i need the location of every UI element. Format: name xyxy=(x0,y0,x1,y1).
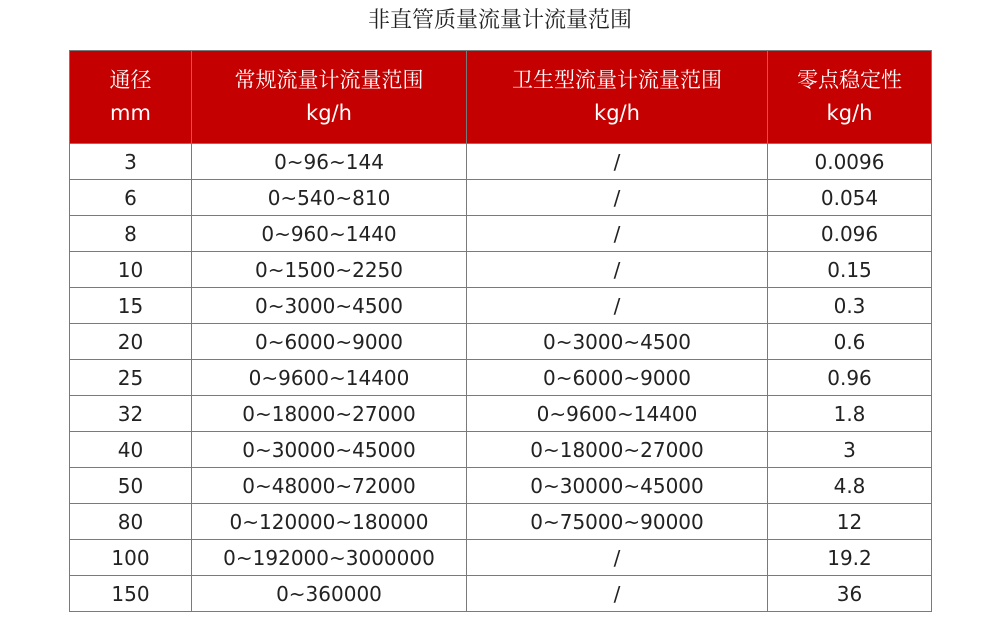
cell-sanitary-range: 0~30000~45000 xyxy=(467,468,768,504)
cell-zero-stability: 0.15 xyxy=(768,252,932,288)
cell-zero-stability: 0.0096 xyxy=(768,144,932,180)
cell-diameter: 32 xyxy=(70,396,192,432)
table-row xyxy=(70,396,932,432)
header-diameter-unit: mm xyxy=(110,101,151,125)
table-row xyxy=(70,468,932,504)
cell-zero-stability: 1.8 xyxy=(768,396,932,432)
cell-diameter: 6 xyxy=(70,180,192,216)
cell-standard-range: 0~960~1440 xyxy=(192,216,467,252)
cell-zero-stability: 19.2 xyxy=(768,540,932,576)
header-standard-range-unit: kg/h xyxy=(306,101,352,125)
cell-standard-range: 0~30000~45000 xyxy=(192,432,467,468)
cell-diameter: 100 xyxy=(70,540,192,576)
cell-sanitary-range: / xyxy=(467,144,768,180)
header-standard-range-name: 常规流量计流量范围 xyxy=(234,68,424,92)
cell-zero-stability: 0.096 xyxy=(768,216,932,252)
cell-standard-range: 0~18000~27000 xyxy=(192,396,467,432)
table-row xyxy=(70,288,932,324)
cell-zero-stability: 0.96 xyxy=(768,360,932,396)
header-sanitary-range-name: 卫生型流量计流量范围 xyxy=(512,68,722,92)
cell-zero-stability: 3 xyxy=(768,432,932,468)
header-zero-stability xyxy=(768,51,932,144)
cell-diameter: 15 xyxy=(70,288,192,324)
cell-diameter: 20 xyxy=(70,324,192,360)
table-row xyxy=(70,540,932,576)
table-row xyxy=(70,432,932,468)
cell-zero-stability: 0.3 xyxy=(768,288,932,324)
cell-sanitary-range: 0~3000~4500 xyxy=(467,324,768,360)
table-row xyxy=(70,504,932,540)
table-row xyxy=(70,576,932,612)
cell-sanitary-range: / xyxy=(467,180,768,216)
cell-sanitary-range: 0~75000~90000 xyxy=(467,504,768,540)
cell-standard-range: 0~9600~14400 xyxy=(192,360,467,396)
cell-sanitary-range: / xyxy=(467,576,768,612)
cell-standard-range: 0~192000~3000000 xyxy=(192,540,467,576)
cell-sanitary-range: 0~9600~14400 xyxy=(467,396,768,432)
cell-standard-range: 0~1500~2250 xyxy=(192,252,467,288)
cell-sanitary-range: 0~6000~9000 xyxy=(467,360,768,396)
cell-standard-range: 0~48000~72000 xyxy=(192,468,467,504)
header-diameter-name: 通径 xyxy=(109,68,152,92)
flow-range-table xyxy=(69,50,932,612)
cell-zero-stability: 36 xyxy=(768,576,932,612)
table-row xyxy=(70,216,932,252)
cell-standard-range: 0~120000~180000 xyxy=(192,504,467,540)
cell-sanitary-range: / xyxy=(467,252,768,288)
cell-standard-range: 0~540~810 xyxy=(192,180,467,216)
cell-standard-range: 0~360000 xyxy=(192,576,467,612)
cell-zero-stability: 12 xyxy=(768,504,932,540)
cell-standard-range: 0~6000~9000 xyxy=(192,324,467,360)
header-zero-stability-unit: kg/h xyxy=(826,101,873,125)
header-sanitary-range-unit: kg/h xyxy=(594,101,640,125)
cell-diameter: 150 xyxy=(70,576,192,612)
header-diameter xyxy=(70,51,192,144)
cell-sanitary-range: / xyxy=(467,288,768,324)
cell-diameter: 8 xyxy=(70,216,192,252)
header-standard-range xyxy=(192,51,467,144)
cell-diameter: 40 xyxy=(70,432,192,468)
page-title: 非直管质量流量计流量范围 xyxy=(367,8,632,33)
cell-diameter: 10 xyxy=(70,252,192,288)
cell-zero-stability: 0.054 xyxy=(768,180,932,216)
cell-diameter: 80 xyxy=(70,504,192,540)
table-body xyxy=(70,144,932,612)
cell-sanitary-range: / xyxy=(467,540,768,576)
table-row xyxy=(70,324,932,360)
cell-sanitary-range: 0~18000~27000 xyxy=(467,432,768,468)
cell-diameter: 3 xyxy=(70,144,192,180)
cell-sanitary-range: / xyxy=(467,216,768,252)
cell-zero-stability: 4.8 xyxy=(768,468,932,504)
header-zero-stability-name: 零点稳定性 xyxy=(797,68,902,92)
cell-zero-stability: 0.6 xyxy=(768,324,932,360)
cell-standard-range: 0~96~144 xyxy=(192,144,467,180)
table-row xyxy=(70,360,932,396)
table-row xyxy=(70,252,932,288)
cell-diameter: 50 xyxy=(70,468,192,504)
table-row xyxy=(70,180,932,216)
table-row xyxy=(70,144,932,180)
cell-diameter: 25 xyxy=(70,360,192,396)
table-header-row xyxy=(70,51,932,144)
header-sanitary-range xyxy=(467,51,768,144)
cell-standard-range: 0~3000~4500 xyxy=(192,288,467,324)
